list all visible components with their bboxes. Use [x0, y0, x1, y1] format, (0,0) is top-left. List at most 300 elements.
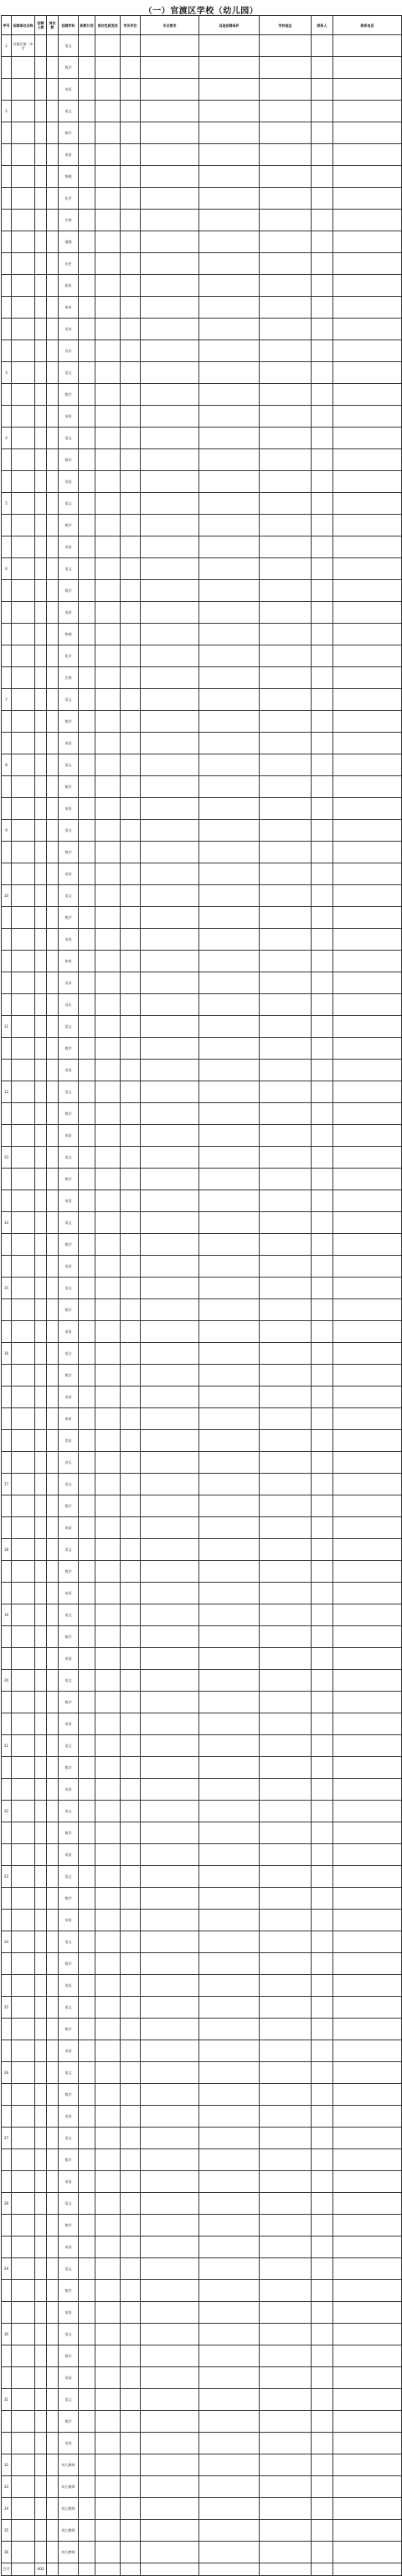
table-row — [2, 210, 402, 231]
table-cell: 语文 — [59, 558, 79, 580]
table-cell — [95, 2237, 121, 2258]
table-cell — [312, 2476, 333, 2498]
table-cell — [199, 515, 260, 536]
table-cell — [199, 1692, 260, 1713]
table-cell — [95, 493, 121, 515]
table-cell — [260, 842, 312, 863]
table-row — [2, 1103, 402, 1125]
footer-cell — [121, 2563, 141, 2576]
table-cell — [35, 1583, 47, 1604]
table-cell — [199, 2454, 260, 2476]
table-cell — [95, 2433, 121, 2454]
table-cell — [12, 297, 35, 319]
table-cell — [79, 2411, 95, 2433]
table-cell: 数学 — [59, 711, 79, 733]
table-cell — [312, 1910, 333, 1931]
footer-cell — [312, 2563, 333, 2576]
table-cell — [333, 2280, 402, 2302]
table-cell — [47, 1474, 59, 1495]
table-cell — [79, 2040, 95, 2062]
table-cell — [12, 231, 35, 253]
table-cell — [141, 449, 199, 471]
table-cell — [79, 863, 95, 885]
table-cell — [12, 1081, 35, 1103]
table-cell — [141, 231, 199, 253]
footer-cell — [260, 2563, 312, 2576]
table-cell — [47, 2433, 59, 2454]
table-cell — [199, 1190, 260, 1212]
table-cell — [95, 2215, 121, 2237]
table-cell — [2, 972, 12, 994]
table-cell — [141, 1147, 199, 1169]
table-cell — [47, 1844, 59, 1866]
table-cell — [141, 1517, 199, 1539]
table-cell — [79, 2062, 95, 2084]
table-cell — [260, 994, 312, 1016]
table-cell — [47, 929, 59, 951]
table-cell — [95, 1169, 121, 1190]
table-cell — [47, 885, 59, 907]
table-cell — [260, 1626, 312, 1648]
table-row — [2, 885, 402, 907]
table-cell — [79, 340, 95, 362]
table-row — [2, 1801, 402, 1822]
table-cell — [2, 1125, 12, 1147]
table-cell — [12, 863, 35, 885]
table-cell — [260, 1801, 312, 1822]
table-cell — [35, 231, 47, 253]
table-row — [2, 2411, 402, 2433]
table-cell — [199, 820, 260, 842]
table-cell — [121, 1343, 141, 1365]
table-cell — [312, 842, 333, 863]
table-cell — [260, 2476, 312, 2498]
table-cell — [79, 798, 95, 820]
table-cell — [141, 2237, 199, 2258]
table-cell — [95, 776, 121, 798]
table-cell — [35, 907, 47, 929]
table-cell — [95, 2084, 121, 2106]
table-cell — [260, 2454, 312, 2476]
table-cell — [199, 1975, 260, 1997]
table-row — [2, 929, 402, 951]
table-cell — [121, 406, 141, 428]
table-row — [2, 101, 402, 122]
table-cell — [199, 2193, 260, 2215]
table-cell — [35, 188, 47, 210]
table-cell — [79, 885, 95, 907]
table-cell — [12, 1735, 35, 1757]
table-cell — [2, 1626, 12, 1648]
table-cell — [199, 1910, 260, 1931]
table-footer — [2, 2563, 402, 2576]
table-cell — [312, 493, 333, 515]
table-cell — [121, 951, 141, 972]
table-cell — [121, 362, 141, 384]
table-cell — [260, 449, 312, 471]
table-cell — [79, 449, 95, 471]
table-cell — [260, 515, 312, 536]
table-cell — [333, 384, 402, 406]
table-cell — [121, 1147, 141, 1169]
table-cell: 15 — [2, 1278, 12, 1299]
table-cell: 生物 — [59, 667, 79, 689]
table-cell: 11 — [2, 1016, 12, 1038]
header-cell: 招聘单位名称 — [12, 16, 35, 35]
table-cell — [12, 2280, 35, 2302]
table-row — [2, 2498, 402, 2520]
table-cell — [333, 166, 402, 188]
table-cell — [79, 2345, 95, 2367]
table-cell — [2, 951, 12, 972]
table-cell — [35, 863, 47, 885]
table-row — [2, 1997, 402, 2019]
table-cell — [2, 2345, 12, 2367]
table-cell — [47, 2280, 59, 2302]
table-cell — [260, 1604, 312, 1626]
table-cell — [312, 144, 333, 166]
table-cell — [2, 863, 12, 885]
table-cell — [47, 1713, 59, 1735]
table-cell: 24 — [2, 1931, 12, 1953]
table-cell — [47, 951, 59, 972]
table-cell — [199, 297, 260, 319]
footer-cell: 402 — [35, 2563, 47, 2576]
table-cell: 物理 — [59, 624, 79, 645]
table-cell — [333, 2454, 402, 2476]
table-cell — [121, 449, 141, 471]
table-cell — [333, 2476, 402, 2498]
table-row — [2, 1169, 402, 1190]
table-cell — [260, 1190, 312, 1212]
table-cell: 体育 — [59, 297, 79, 319]
table-cell — [2, 1888, 12, 1910]
table-cell: 英语 — [59, 2237, 79, 2258]
table-cell — [260, 951, 312, 972]
table-cell — [79, 1953, 95, 1975]
table-cell — [312, 35, 333, 57]
table-cell — [199, 1670, 260, 1692]
table-cell — [2, 2215, 12, 2237]
table-cell — [312, 907, 333, 929]
table-cell — [79, 253, 95, 275]
table-cell — [35, 1386, 47, 1408]
table-cell — [333, 1604, 402, 1626]
table-cell — [35, 449, 47, 471]
table-cell — [121, 79, 141, 101]
table-cell — [79, 2520, 95, 2542]
table-cell — [47, 624, 59, 645]
table-cell — [12, 1670, 35, 1692]
table-cell — [2, 1321, 12, 1343]
table-cell — [47, 1103, 59, 1125]
table-cell — [121, 1997, 141, 2019]
table-cell — [79, 2149, 95, 2171]
table-cell — [333, 1648, 402, 1670]
table-cell — [47, 1779, 59, 1801]
table-cell — [141, 1713, 199, 1735]
table-cell — [95, 1670, 121, 1692]
table-cell — [141, 297, 199, 319]
table-cell — [121, 1365, 141, 1386]
header-cell: 招聘人数 — [35, 16, 47, 35]
table-row — [2, 1016, 402, 1038]
table-cell — [199, 2367, 260, 2389]
table-cell — [79, 275, 95, 297]
table-cell — [260, 2193, 312, 2215]
table-cell — [199, 1713, 260, 1735]
table-cell — [12, 275, 35, 297]
table-cell — [333, 951, 402, 972]
table-cell — [121, 602, 141, 624]
table-cell — [47, 2149, 59, 2171]
table-cell — [333, 1103, 402, 1125]
table-cell — [79, 231, 95, 253]
table-cell — [95, 210, 121, 231]
table-cell — [35, 1212, 47, 1234]
table-cell — [12, 1408, 35, 1430]
table-cell: 数学 — [59, 2215, 79, 2237]
table-cell — [47, 1931, 59, 1953]
header-cell: 其他招聘条件 — [199, 16, 260, 35]
table-cell — [95, 1626, 121, 1648]
table-row — [2, 144, 402, 166]
table-cell — [121, 2171, 141, 2193]
table-cell — [79, 1822, 95, 1844]
table-cell — [199, 471, 260, 493]
table-cell — [12, 1212, 35, 1234]
table-cell — [260, 1561, 312, 1583]
table-cell — [260, 231, 312, 253]
table-cell — [312, 645, 333, 667]
table-cell — [95, 1517, 121, 1539]
table-cell — [141, 2302, 199, 2324]
table-cell — [312, 536, 333, 558]
table-cell — [312, 2237, 333, 2258]
table-cell — [79, 1299, 95, 1321]
table-cell — [141, 2084, 199, 2106]
table-cell — [333, 340, 402, 362]
table-cell: 语文 — [59, 2258, 79, 2280]
table-cell — [141, 972, 199, 994]
table-cell — [141, 1452, 199, 1474]
table-cell — [333, 1975, 402, 1997]
table-cell — [47, 602, 59, 624]
table-row — [2, 1081, 402, 1103]
table-cell — [333, 1626, 402, 1648]
table-cell — [333, 1081, 402, 1103]
table-cell: 3 — [2, 362, 12, 384]
table-cell — [12, 1626, 35, 1648]
table-cell — [333, 1452, 402, 1474]
table-cell — [333, 2498, 402, 2520]
table-cell — [95, 907, 121, 929]
table-cell — [47, 1343, 59, 1365]
table-cell — [312, 2411, 333, 2433]
table-cell — [35, 122, 47, 144]
table-cell — [12, 384, 35, 406]
table-cell — [333, 907, 402, 929]
table-cell — [141, 253, 199, 275]
table-cell — [47, 1822, 59, 1844]
table-cell — [79, 1583, 95, 1604]
table-cell — [199, 2498, 260, 2520]
table-cell — [141, 1648, 199, 1670]
table-cell — [333, 428, 402, 449]
table-cell — [47, 2454, 59, 2476]
table-cell — [199, 602, 260, 624]
table-cell — [12, 1997, 35, 2019]
table-cell — [35, 340, 47, 362]
table-cell — [260, 275, 312, 297]
table-cell — [35, 1604, 47, 1626]
table-cell — [2, 231, 12, 253]
header-cell: 学历学位 — [121, 16, 141, 35]
table-cell — [12, 1561, 35, 1583]
table-cell: 幼儿教师 — [59, 2476, 79, 2498]
table-row — [2, 951, 402, 972]
footer-cell — [12, 2563, 35, 2576]
table-cell — [35, 2389, 47, 2411]
table-cell: 语文 — [59, 754, 79, 776]
table-cell — [141, 1822, 199, 1844]
table-cell — [141, 776, 199, 798]
table-cell — [35, 515, 47, 536]
table-cell — [95, 1190, 121, 1212]
table-cell: 英语 — [59, 144, 79, 166]
table-cell — [260, 1779, 312, 1801]
table-cell — [312, 515, 333, 536]
table-cell — [121, 1670, 141, 1692]
table-cell — [12, 2433, 35, 2454]
table-cell — [2, 1299, 12, 1321]
table-cell — [79, 667, 95, 689]
table-cell — [312, 1234, 333, 1256]
table-cell — [260, 2062, 312, 2084]
table-cell — [121, 1190, 141, 1212]
table-cell — [12, 776, 35, 798]
table-row — [2, 1256, 402, 1278]
table-cell — [35, 2520, 47, 2542]
table-cell — [199, 885, 260, 907]
table-cell — [95, 2019, 121, 2040]
table-cell — [35, 972, 47, 994]
table-cell: 语文 — [59, 2324, 79, 2345]
table-row — [2, 340, 402, 362]
table-cell — [47, 1670, 59, 1692]
table-row — [2, 1604, 402, 1626]
table-cell — [141, 1103, 199, 1125]
table-cell — [35, 362, 47, 384]
table-cell — [47, 1866, 59, 1888]
table-cell — [47, 1561, 59, 1583]
table-cell — [199, 1365, 260, 1386]
table-cell — [2, 1844, 12, 1866]
footer-cell — [95, 2563, 121, 2576]
table-cell — [121, 1321, 141, 1343]
table-cell — [199, 1931, 260, 1953]
table-cell — [79, 1386, 95, 1408]
table-cell — [260, 1452, 312, 1474]
table-cell — [12, 1757, 35, 1779]
table-cell — [95, 1430, 121, 1452]
table-cell — [2, 1190, 12, 1212]
table-cell — [260, 406, 312, 428]
table-cell — [95, 166, 121, 188]
table-row — [2, 536, 402, 558]
table-cell — [95, 35, 121, 57]
table-cell — [141, 2040, 199, 2062]
table-cell — [2, 2302, 12, 2324]
table-row — [2, 2084, 402, 2106]
table-cell — [35, 1103, 47, 1125]
table-cell — [312, 1495, 333, 1517]
table-cell — [121, 1517, 141, 1539]
table-cell — [333, 1495, 402, 1517]
table-row — [2, 580, 402, 602]
table-cell — [333, 1997, 402, 2019]
table-row — [2, 1452, 402, 1474]
table-cell — [260, 1386, 312, 1408]
table-cell — [312, 1975, 333, 1997]
table-cell — [333, 580, 402, 602]
table-cell — [333, 1517, 402, 1539]
table-row — [2, 1299, 402, 1321]
table-cell — [95, 536, 121, 558]
table-cell: 语文 — [59, 2193, 79, 2215]
table-cell — [141, 362, 199, 384]
table-cell: 数学 — [59, 1757, 79, 1779]
table-cell — [2, 2411, 12, 2433]
table-cell — [199, 1408, 260, 1430]
table-cell — [79, 406, 95, 428]
table-cell — [199, 1452, 260, 1474]
table-cell — [12, 711, 35, 733]
table-cell — [2, 340, 12, 362]
table-cell — [35, 1016, 47, 1038]
table-cell — [47, 1365, 59, 1386]
table-cell — [333, 711, 402, 733]
table-cell — [121, 1256, 141, 1278]
table-cell — [312, 2193, 333, 2215]
table-cell — [199, 776, 260, 798]
table-cell — [2, 1038, 12, 1060]
table-cell — [199, 536, 260, 558]
table-cell — [79, 188, 95, 210]
table-cell — [333, 1278, 402, 1299]
table-cell — [79, 2302, 95, 2324]
table-cell — [121, 907, 141, 929]
table-cell — [141, 188, 199, 210]
table-cell: 27 — [2, 2128, 12, 2149]
table-cell — [312, 2542, 333, 2563]
table-cell — [121, 754, 141, 776]
table-cell — [35, 2302, 47, 2324]
table-cell — [141, 1343, 199, 1365]
table-cell — [2, 1822, 12, 1844]
table-cell — [260, 1997, 312, 2019]
table-cell — [260, 1103, 312, 1125]
table-row — [2, 297, 402, 319]
table-cell — [12, 885, 35, 907]
table-cell — [35, 2040, 47, 2062]
table-cell — [141, 79, 199, 101]
table-cell — [35, 101, 47, 122]
table-cell — [2, 515, 12, 536]
table-cell — [260, 1299, 312, 1321]
table-cell — [199, 1953, 260, 1975]
table-cell — [79, 1910, 95, 1931]
